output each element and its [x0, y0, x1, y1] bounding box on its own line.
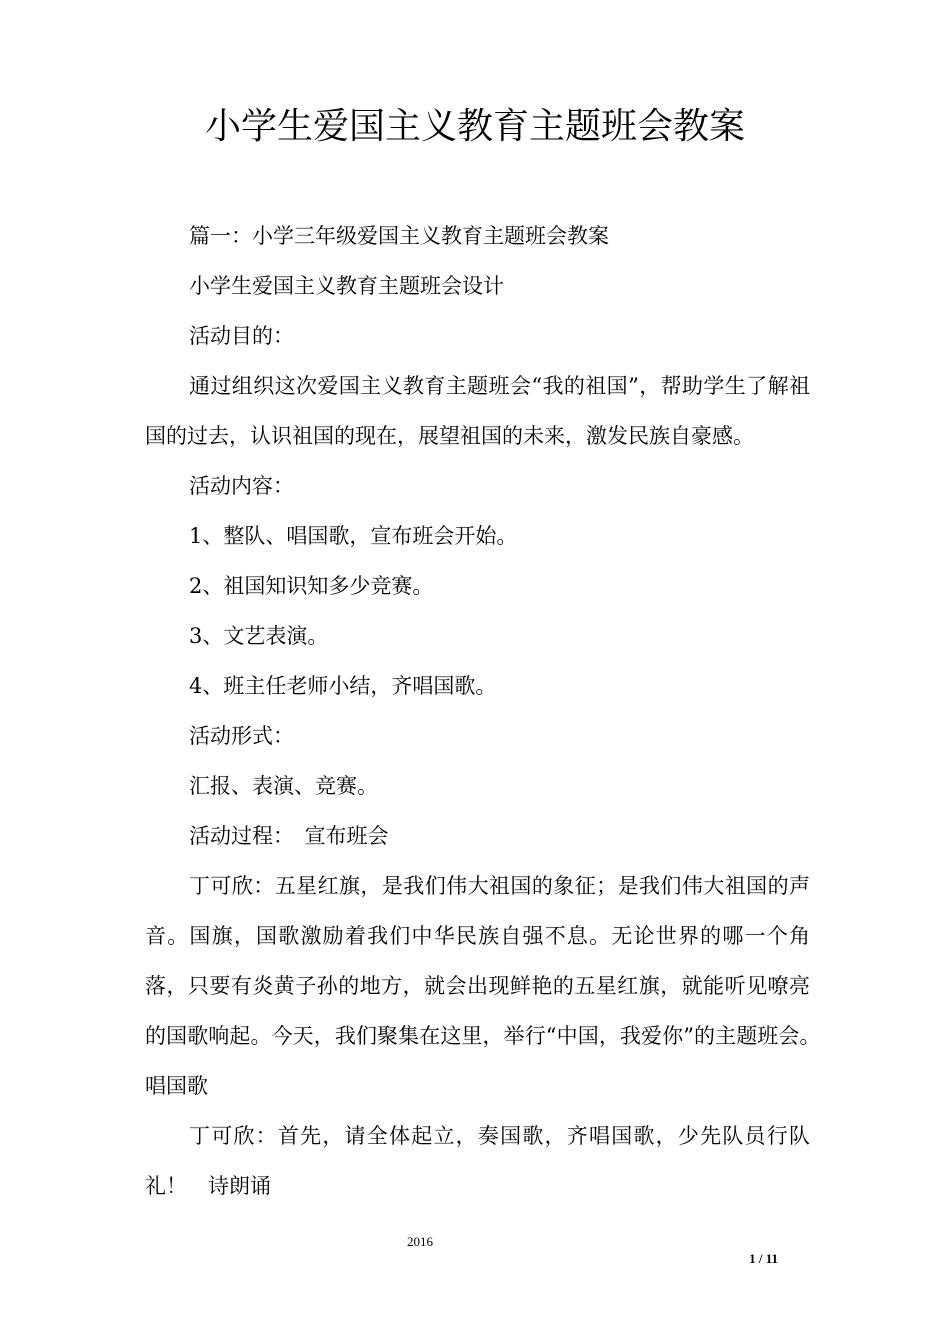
- paragraph-speech-1: 丁可欣：五星红旗，是我们伟大祖国的象征；是我们伟大祖国的声音。国旗，国歌激励着我们中华民族自强不息。无论世界的哪一个角落，只要有炎黄子孙的地方，就会出现鲜艳的五星红旗，就能听见嘹亮的国歌响起。今天，我们聚集在这里，举行“中国，我爱你”的主题班会。 唱国歌: [145, 874, 831, 1098]
- paragraph-content-item-1: 1、整队、唱国歌，宣布班会开始。: [189, 524, 518, 548]
- page-number: 1 / 11: [749, 1251, 778, 1266]
- paragraph-content-label: 活动内容：: [189, 474, 294, 498]
- paragraph-speech-2: 丁可欣：首先，请全体起立，奏国歌，齐唱国歌，少先队员行队礼！ 诗朗诵: [145, 1124, 810, 1198]
- document-body: [145, 211, 831, 1211]
- document-title: 小学生爱国主义教育主题班会教案: [204, 106, 745, 147]
- paragraph-content-item-2: 2、祖国知识知多少竞赛。: [189, 574, 434, 598]
- paragraph-content-item-4: 4、班主任老师小结，齐唱国歌。: [189, 674, 497, 698]
- paragraph-process-label: 活动过程： 宣布班会: [189, 824, 389, 848]
- paragraph-form-label: 活动形式：: [189, 724, 294, 748]
- paragraph-subtitle: 小学生爱国主义教育主题班会设计: [189, 274, 504, 298]
- footer-year: 2016: [407, 1234, 433, 1249]
- paragraph-content-item-3: 3、文艺表演。: [189, 624, 329, 648]
- paragraph-purpose-label: 活动目的：: [189, 324, 294, 348]
- paragraph-purpose-text: 通过组织这次爱国主义教育主题班会“我的祖国”，帮助学生了解祖国的过去，认识祖国的现在，展望祖国的未来，激发民族自豪感。: [145, 374, 810, 448]
- paragraph-section-heading: 篇一：小学三年级爱国主义教育主题班会教案: [189, 224, 609, 248]
- paragraph-form-text: 汇报、表演、竞赛。: [189, 774, 378, 798]
